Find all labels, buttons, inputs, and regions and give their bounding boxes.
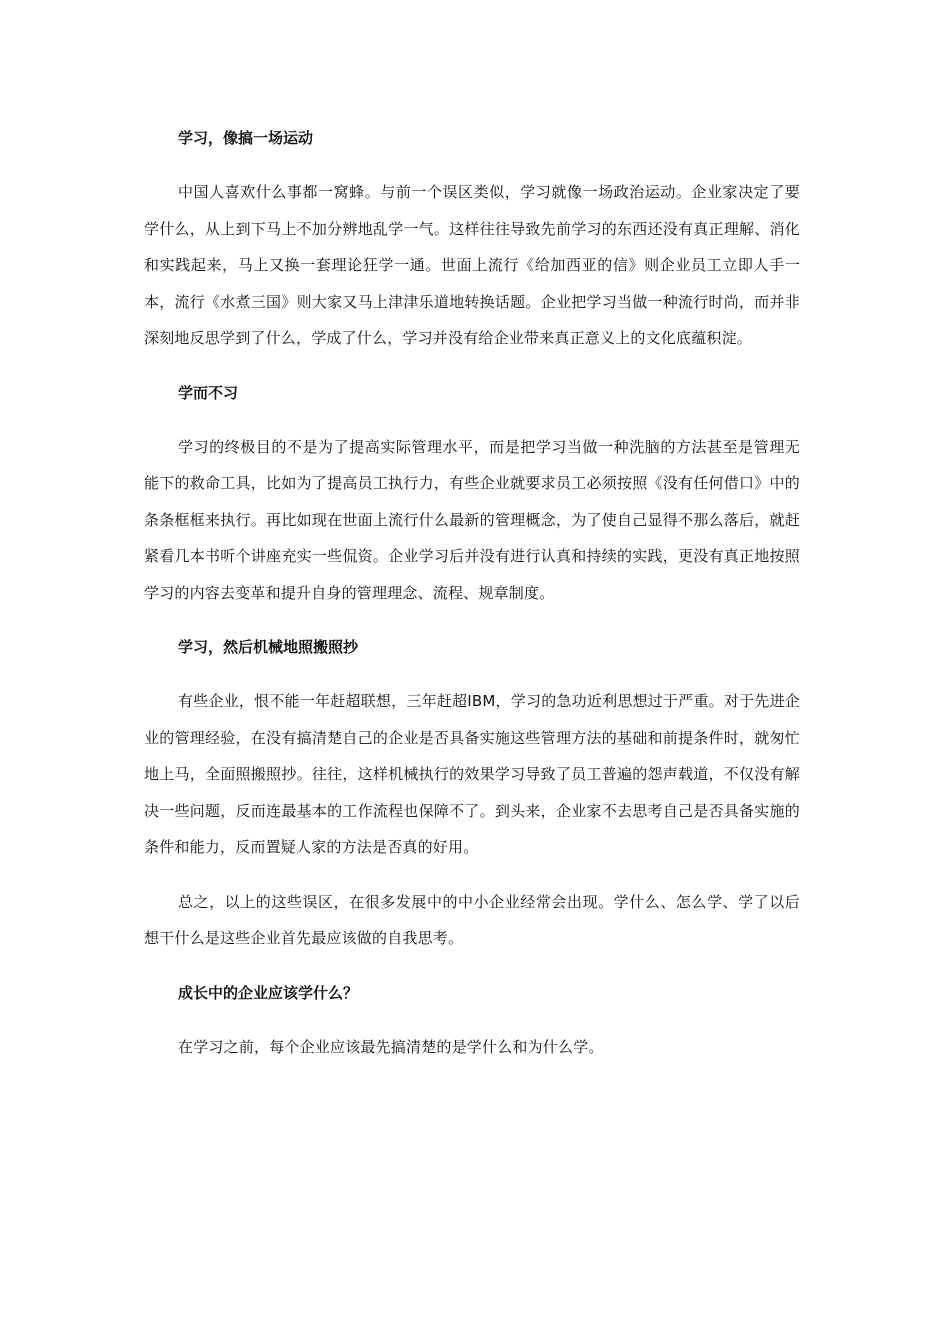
spacer bbox=[144, 611, 800, 629]
spacer bbox=[144, 156, 800, 174]
section-4-paragraph-1: 在学习之前，每个企业应该最先搞清楚的是学什么和为什么学。 bbox=[178, 1037, 604, 1056]
spacer bbox=[144, 957, 800, 975]
spacer bbox=[144, 411, 800, 429]
section-2-paragraph-1: 学习的终极目的不是为了提高实际管理水平，而是把学习当做一种洗脑的方法甚至是管理无能下的救命工具，比如为了提高员工执行力，有些企业就要求员工必须按照《没有任何借口》中的条条框框来执行。再比如现在世面上流行什么最新的管理概念，为了使自己显得不那么落后，就赶紧看几本书听个讲座充实一些侃资。企业学习后并没有进行认真和持续的实践，更没有真正地按照学习的内容去变革和提升自身的管理理念、流程、规章制度。 bbox=[144, 437, 800, 602]
document-page bbox=[144, 120, 800, 1065]
section-1-paragraph-1: 中国人喜欢什么事都一窝蜂。与前一个误区类似，学习就像一场政治运动。企业家决定了要学什么，从上到下马上不加分辨地乱学一气。这样往往导致先前学习的东西还没有真正理解、消化和实践起来，马上又换一套理论狂学一通。世面上流行《给加西亚的信》则企业员工立即人手一本，流行《水煮三国》则大家又马上津津乐道地转换话题。企业把学习当做一种流行时尚，而并非深刻地反思学到了什么，学成了什么，学习并没有给企业带来真正意义上的文化底蕴积淀。 bbox=[144, 183, 800, 347]
spacer bbox=[144, 1011, 800, 1029]
spacer bbox=[144, 665, 800, 683]
section-heading-1: 学习，像搞一场运动 bbox=[178, 129, 314, 147]
section-heading-4: 成长中的企业应该学什么？ bbox=[178, 983, 359, 1002]
spacer bbox=[144, 866, 800, 884]
section-heading-3: 学习，然后机械地照搬照抄 bbox=[178, 638, 359, 656]
section-3-paragraph-2: 总之，以上的这些误区，在很多发展中的中小企业经常会出现。学什么、怎么学、学了以后想干什么是这些企业首先最应该做的自我思考。 bbox=[144, 892, 800, 947]
section-3-paragraph-1: 有些企业，恨不能一年赶超联想，三年赶超IBM，学习的急功近利思想过于严重。对于先进企业的管理经验，在没有搞清楚自己的企业是否具备实施这些管理方法的基础和前提条件时，就匆忙地上马，全面照搬照抄。往往，这样机械执行的效果学习导致了员工普遍的怨声载道，不仅没有解决一些问题，反而连最基本的工作流程也保障不了。到头来，企业家不去思考自己是否具备实施的条件和能力，反而置疑人家的方法是否真的好用。 bbox=[144, 692, 800, 856]
section-heading-2: 学而不习 bbox=[178, 383, 239, 402]
spacer bbox=[144, 357, 800, 375]
